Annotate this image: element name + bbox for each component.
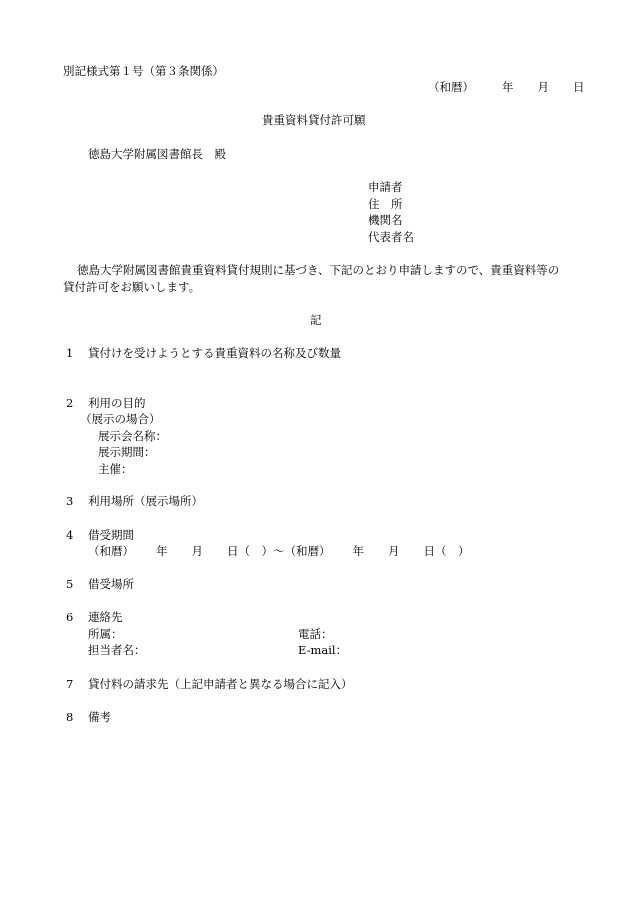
date-line xyxy=(428,80,585,95)
addressee: 徳島大学附属図書館長 殿 xyxy=(88,147,226,161)
item-8-title: 備考 xyxy=(88,710,111,724)
applicant-address-label: 住 所 xyxy=(368,197,403,211)
applicant-org-label: 機関名 xyxy=(368,213,403,227)
item-6-number: 6 xyxy=(66,610,74,624)
day-label: 日 xyxy=(573,80,585,94)
form-number: 別記様式第１号（第３条関係） xyxy=(63,64,224,78)
day-label: 日 xyxy=(227,544,239,558)
item-8-number: 8 xyxy=(66,710,74,724)
item-1-title: 貸付けを受けようとする貴重資料の名称及び数量 xyxy=(88,346,341,360)
item-2-number: 2 xyxy=(66,396,74,410)
body-text-line1: 徳島大学附属図書館貴重資料貸付規則に基づき、下記のとおり申請しますので、貴重資料等の xyxy=(77,263,560,277)
body-text-line2: 貸付許可をお願いします。 xyxy=(63,280,201,294)
month-label: 月 xyxy=(388,544,400,558)
item-7-title: 貸付料の請求先（上記申請者と異なる場合に記入） xyxy=(88,677,353,691)
item-1-number: 1 xyxy=(66,346,74,360)
item-5-title: 借受場所 xyxy=(88,577,134,591)
item-3-number: 3 xyxy=(66,494,74,508)
page-title: 貴重資料貸付許可願 xyxy=(262,113,366,127)
ki-heading: 記 xyxy=(310,313,322,327)
era-label: （和暦） xyxy=(88,544,134,558)
month-label: 月 xyxy=(537,80,549,94)
applicant-label: 申請者 xyxy=(368,180,403,194)
exhibit-name-label: 展示会名称： xyxy=(98,429,167,443)
item-2-case: （展示の場合） xyxy=(80,412,161,426)
item-3-title: 利用場所（展示場所） xyxy=(88,494,203,508)
era-label: （和暦） xyxy=(428,80,474,94)
item-4-title: 借受期間 xyxy=(88,528,134,542)
exhibit-period-label: 展示期間： xyxy=(98,445,156,459)
applicant-rep-label: 代表者名 xyxy=(368,230,414,244)
phone-label: 電話： xyxy=(298,627,333,641)
item-7-number: 7 xyxy=(66,677,74,691)
email-label: E-mail： xyxy=(298,643,348,657)
affiliation-label: 所属： xyxy=(88,627,123,641)
tilde-era-label: ～（和暦） xyxy=(273,544,331,558)
organizer-label: 主催： xyxy=(98,462,133,476)
month-label: 月 xyxy=(191,544,203,558)
year-label: 年 xyxy=(352,544,364,558)
year-label: 年 xyxy=(156,544,168,558)
item-6-title: 連絡先 xyxy=(88,610,123,624)
day-label: 日 xyxy=(423,544,435,558)
year-label: 年 xyxy=(502,80,514,94)
item-2-title: 利用の目的 xyxy=(88,396,146,410)
paren-blank: （ ） xyxy=(238,544,273,558)
loan-period-line xyxy=(88,544,470,559)
paren-blank: （ ） xyxy=(435,544,470,558)
item-5-number: 5 xyxy=(66,577,74,591)
person-label: 担当者名： xyxy=(88,643,146,657)
item-4-number: 4 xyxy=(66,528,74,542)
